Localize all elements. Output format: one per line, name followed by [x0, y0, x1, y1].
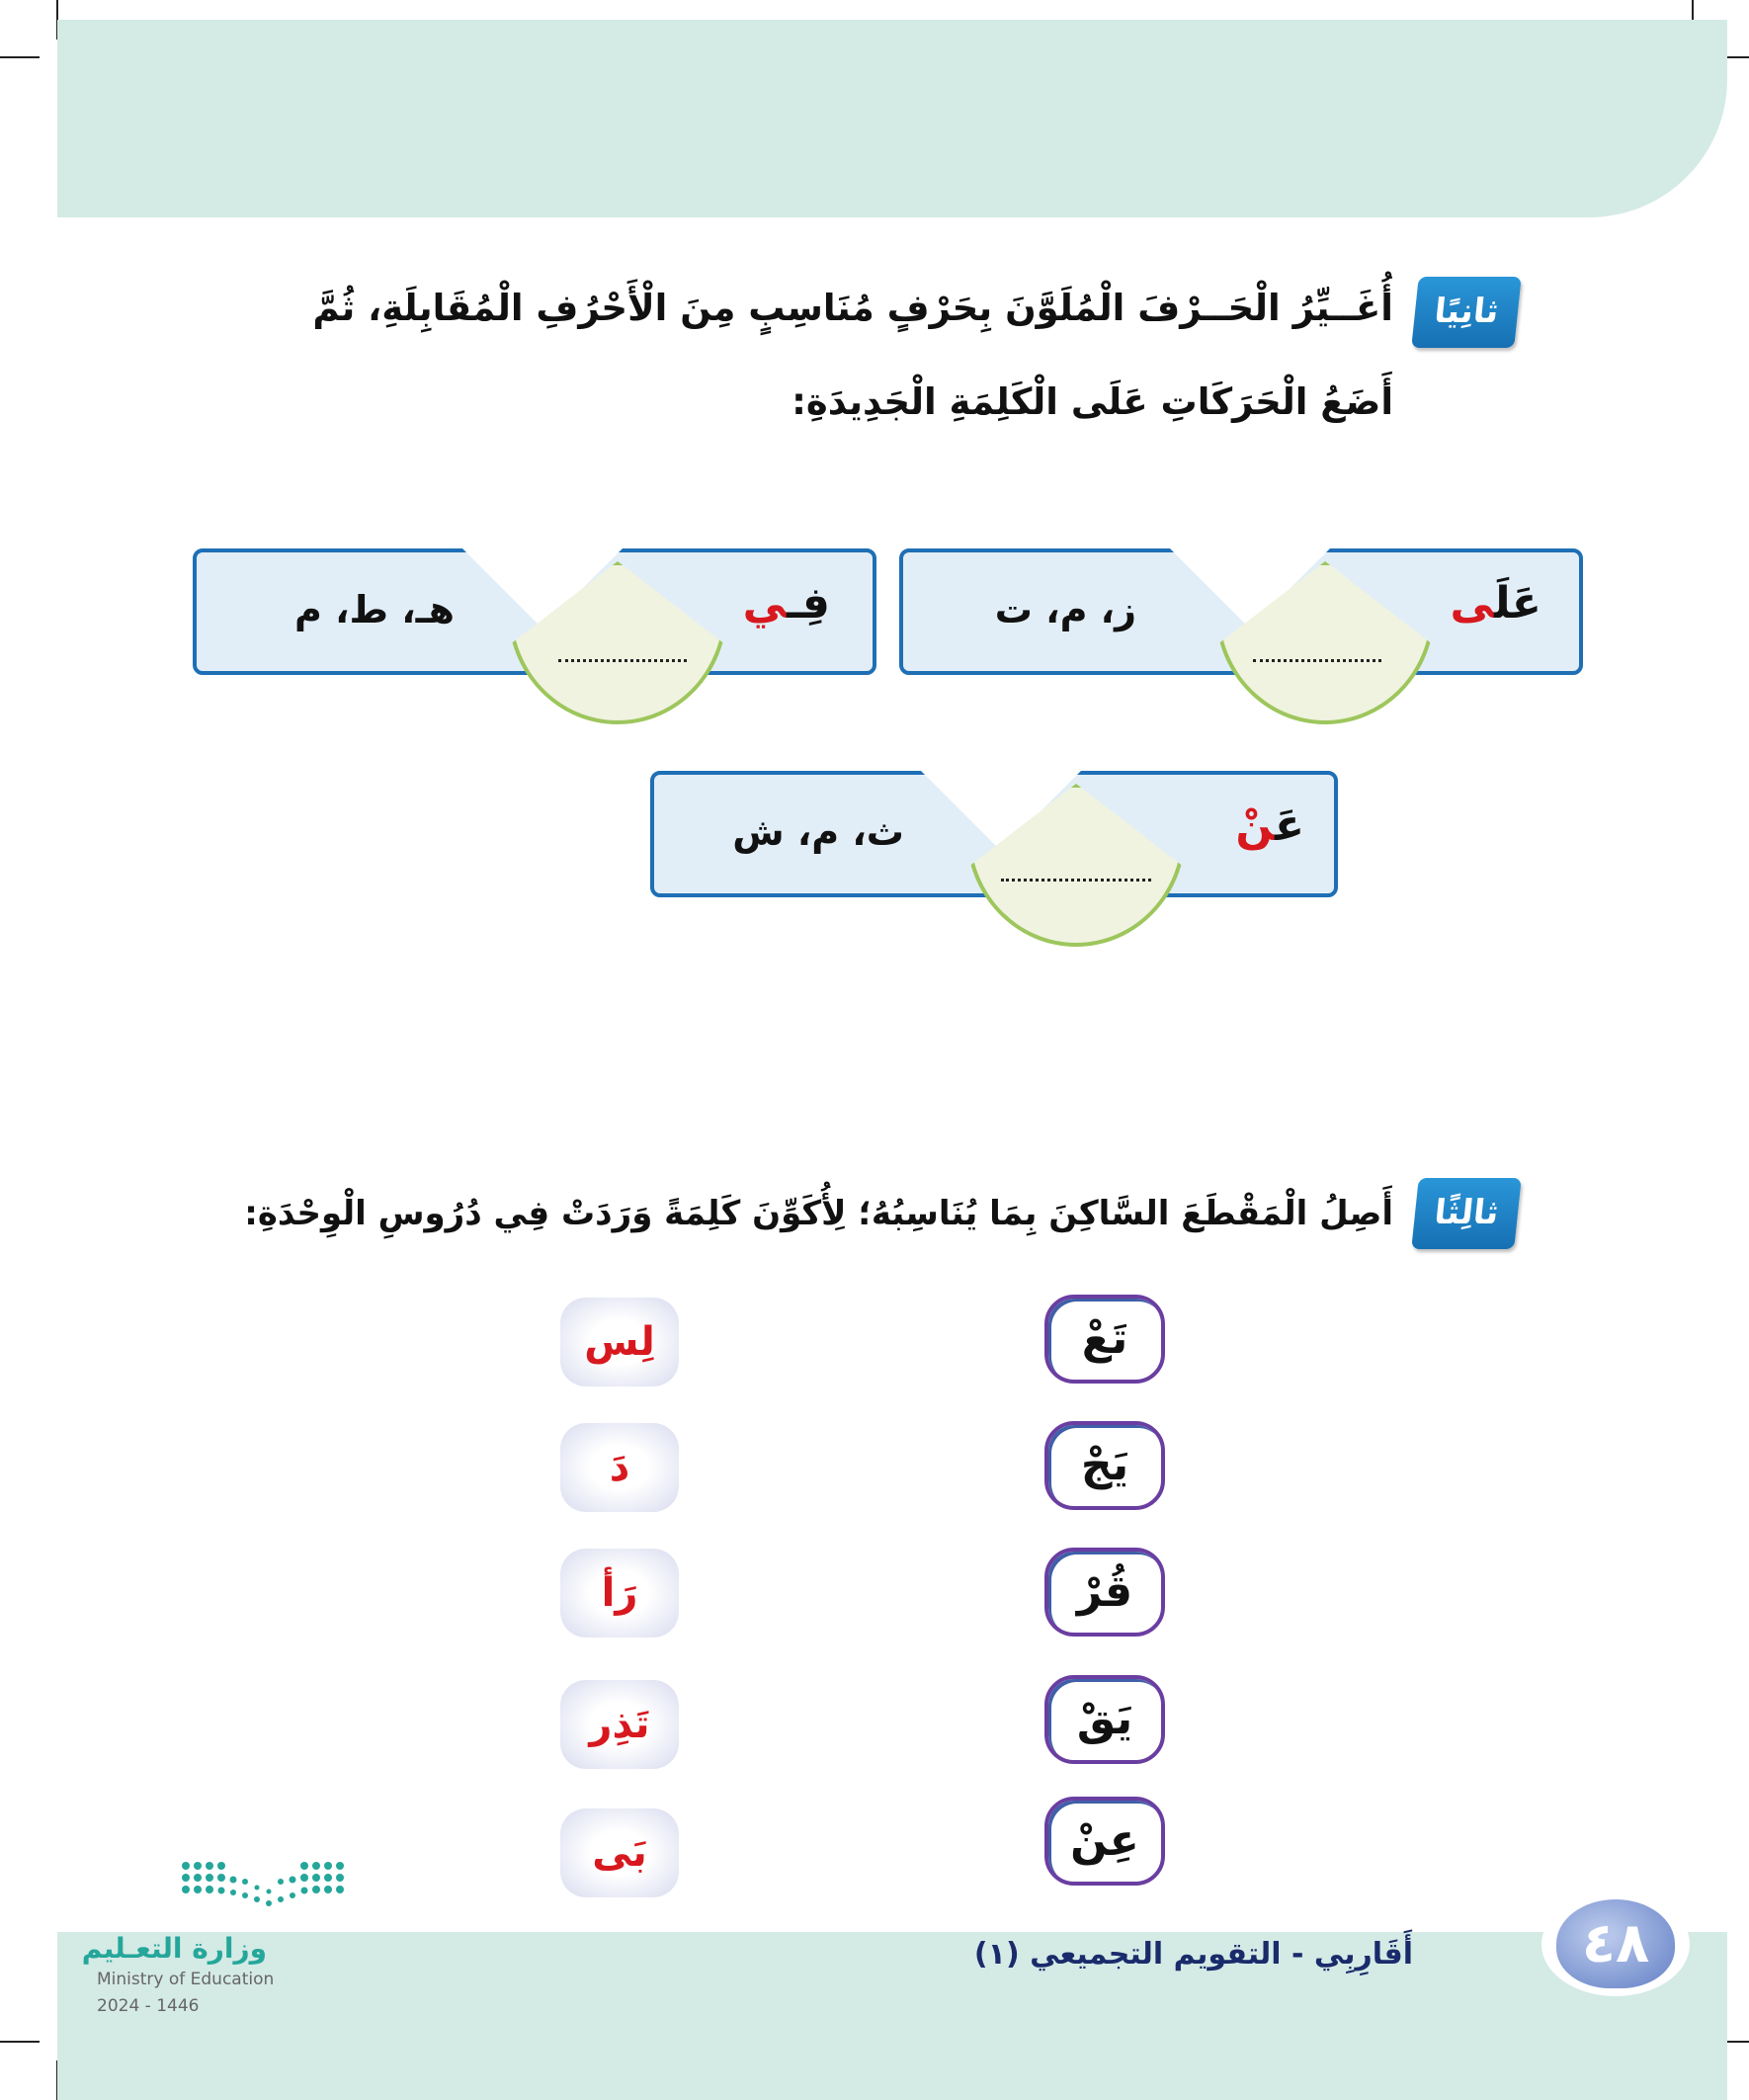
syllable-right[interactable]: يَقْ — [1044, 1675, 1165, 1764]
crop-mark — [0, 56, 40, 58]
answer-blank[interactable] — [1253, 659, 1381, 662]
syllable-left[interactable]: لِس — [560, 1298, 679, 1386]
syllable-left[interactable]: رَأ — [560, 1549, 679, 1638]
answer-blank[interactable] — [558, 659, 687, 662]
edition-year: 2024 - 1446 — [97, 1996, 200, 2016]
letter-options: ز، م، ت — [994, 588, 1136, 631]
unit-title: أَقَارِبِي - التقويم التجميعي (١) — [973, 1937, 1413, 1972]
target-word: عَنْ — [1235, 800, 1304, 851]
header-band — [57, 20, 1727, 217]
syllable-right[interactable]: قُرْ — [1044, 1548, 1165, 1637]
syllable-right[interactable]: تَعْ — [1044, 1295, 1165, 1384]
ministry-name-ar: وزارة التعـليم — [81, 1932, 267, 1965]
section3-instruction: أَصِلُ الْمَقْطَعَ السَّاكِنَ بِمَا يُنَاسِبُهُ؛ لِأُكَوِّنَ كَلِمَةً وَرَدَتْ فِي دُرُوسِ الْوِحْدَةِ: — [244, 1194, 1393, 1233]
answer-blank[interactable] — [1001, 879, 1151, 882]
syllable-left[interactable]: دَ — [560, 1423, 679, 1512]
letter-options: ث، م، ش — [732, 810, 904, 854]
section-badge-third: ثالِثًا — [1411, 1178, 1522, 1249]
syllable-left[interactable]: تَذِر — [560, 1680, 679, 1769]
ministry-name-en: Ministry of Education — [97, 1970, 275, 1989]
section2-instruction-line1: أُغَــيِّرُ الْحَــرْفَ الْمُلَوَّنَ بِحَرْفٍ مُنَاسِبٍ مِنَ الْأَحْرُفِ الْمُقَابِلَةِ، ثُمَّ — [312, 287, 1393, 329]
crop-mark — [0, 2041, 40, 2043]
syllable-right[interactable]: يَجْ — [1044, 1421, 1165, 1510]
page-number: ٤٨ — [1556, 1899, 1675, 1988]
target-word: فِـي — [742, 578, 830, 629]
section-badge-second: ثانِيًا — [1411, 277, 1522, 348]
syllable-left[interactable]: بَى — [560, 1808, 679, 1897]
syllable-right[interactable]: عِنْ — [1044, 1797, 1165, 1886]
section2-instruction-line2: أَضَعُ الْحَرَكَاتِ عَلَى الْكَلِمَةِ الْجَدِيدَةِ: — [791, 380, 1393, 423]
target-word: عَلَى — [1450, 578, 1541, 629]
footer-band — [57, 1932, 1727, 2100]
ministry-logo-mark-icon — [178, 1858, 356, 1919]
letter-options: هـ، ط، م — [294, 588, 455, 631]
